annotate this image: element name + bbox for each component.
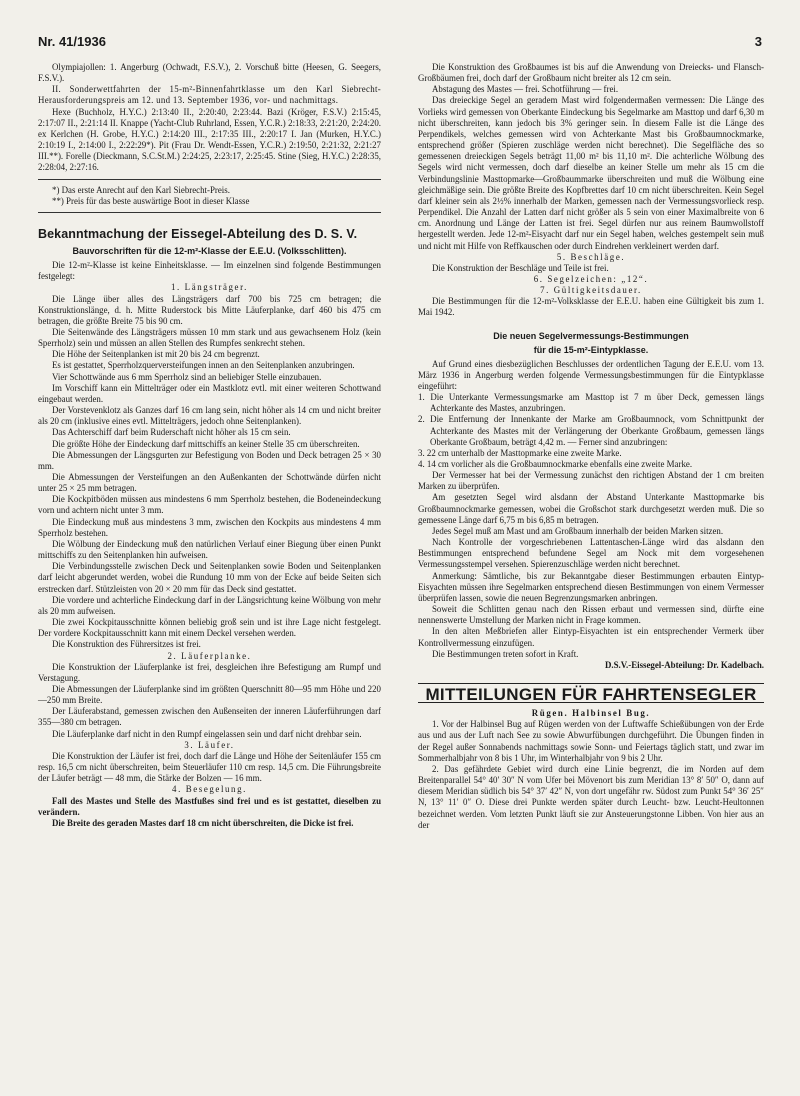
divider	[418, 683, 764, 684]
section-4-heading: 4. Besegelung.	[172, 784, 247, 795]
list-item: 4. 14 cm vorlicher als die Großbaumnockmarke ebenfalls eine zweite Marke.	[418, 459, 693, 469]
article-subtitle: Bauvorschriften für die 12-m²-Klasse der E.E.U. (Volksschlitten).	[72, 246, 347, 257]
section-3-heading: 3. Läufer.	[184, 739, 235, 750]
s1-p2: Die Seitenwände des Längsträgers müssen 10 mm stark und aus gewachsenem Holz (kein Sperrholz) sein und müssen an allen Stellen des Rumpfes senkrecht stehen.	[38, 326, 381, 349]
s1-p18: Die Konstruktion des Führersitzes ist frei.	[52, 639, 201, 650]
s4-p2: Die Breite des geraden Mastes darf 18 cm nicht überschreiten, die Dicke ist frei.	[52, 817, 354, 828]
divider	[38, 179, 381, 180]
s1-p15: Die Verbindungsstelle zwischen Deck und Seitenplanken sowie Boden und Seitenplanken darf leicht abgerundet werden, wobei die Rundung 10 mm von der Ecke auf beide Seiten sich erstrecken darf. Stützleisten von 20 × 20 mm für das Deck sind gestattet.	[38, 561, 381, 594]
list-item: 2. Die Entfernung der Innenkante der Marke am Großbaumnock, vom Schnittpunkt der Achterkante des Mastes mit der Verlängerung der Oberkante Großbaum, gemessen längs Oberkante Großbaum, beträgt 4,42 m. — Ferner sind anzubringen:	[418, 414, 764, 447]
r-p2: Abstagung des Mastes — frei. Schotführung — frei.	[432, 84, 619, 95]
s2-p1: Die Konstruktion der Läuferplanke ist frei, desgleichen ihre Befestigung am Rumpf und Verstagung.	[38, 661, 381, 683]
s1-p12: Die Kockpitböden müssen aus mindestens 6 mm Sperrholz bestehen, die Bodeneindeckung vorn und achtern nicht unter 3 mm.	[38, 494, 381, 516]
v-p3: Jedes Segel muß am Mast und am Großbaum innerhalb der beiden Marken sitzen.	[432, 525, 724, 536]
page-number: 3	[754, 34, 762, 49]
v-p8: Die Bestimmungen treten sofort in Kraft.	[432, 648, 579, 659]
right-column	[418, 62, 764, 831]
m-p2: 2. Das gefährdete Gebiet wird durch eine Linie begrenzt, die im Norden auf dem Breitenparallel 54° 40′ 30″ N vom Ufer bei Mövenort bis zum Meridian 13° 8′ 50″ O, dann auf diesem Meridian südlich bis 54° 37′ 42″ N, von dort ungefähr rw. Südost zum Punkt 54° 36′ 25″ N, 13° 11′ 0″ O. Diese drei Punkte werden später durch Leucht- bzw. Leucht-Heultonnen bezeichnet werden. Vom letzten Punkt läuft sie zur Ansteuerungstonne Libben. Von hier aus an der	[418, 763, 764, 830]
s1-p16: Die vordere und achterliche Eindeckung darf in der Längsrichtung keine Wölbung von mehr als 20 mm aufweisen.	[38, 594, 381, 616]
section-5-heading: 5. Beschläge.	[556, 251, 626, 262]
sonder-title: II. Sonderwettfahrten der 15-m²-Binnenfahrtklasse um den Karl Siebrecht-Herausforderungspreis am 12. und 13. September 1936, vor- und nachmittags.	[38, 84, 381, 106]
vermessung-list	[418, 392, 764, 470]
left-column	[38, 62, 381, 829]
mitteilungen-title: MITTEILUNGEN FÜR FAHRTENSEGLER	[425, 684, 757, 704]
v-p4: Nach Kontrolle der vorgeschriebenen Lattentaschen-Länge wird das alsdann den Bestimmungen entsprechend befundene Segel am Nock mit dem vorgesehenen Vermessungsstempel versehen. Spierenzuschläge werden nicht berechnet.	[418, 537, 764, 570]
r-p1: Die Konstruktion des Großbaumes ist bis auf die Anwendung von Dreiecks- und Flansch-Großbäumen frei, doch darf der Großbaum nicht breiter als 12 cm sein.	[418, 62, 764, 84]
s2-p2: Die Abmessungen der Läuferplanke sind im größten Querschnitt 80—95 mm Höhe und 220—250 mm Breite.	[38, 683, 381, 706]
intro: Die 12-m²-Klasse ist keine Einheitsklasse. — Im einzelnen sind folgende Bestimmungen festgelegt:	[38, 260, 381, 282]
s7-p1: Die Bestimmungen für die 12-m²-Volksklasse der E.E.U. haben eine Gültigkeit bis zum 1. Mai 1942.	[418, 296, 764, 318]
list-item: 1. Die Unterkante Vermessungsmarke am Masttop ist 7 m über Deck, gemessen längs Achterkante des Mastes, anzubringen.	[418, 392, 764, 414]
s1-p9: Die größte Höhe der Eindeckung darf mittschiffs an keiner Stelle 35 cm überschreiten.	[52, 438, 360, 449]
divider	[38, 212, 381, 213]
section-1-heading: 1. Längsträger.	[171, 282, 248, 293]
s1-p17: Die zwei Kockpitausschnitte können beliebig groß sein und ist ihre Lage nicht festgelegt. Der vordere Kockpitausschnitt kann mit einem Deckel versehen werden.	[38, 617, 381, 639]
v-p7: In den alten Meßbriefen aller Eintyp-Eisyachten ist ein entsprechender Vermerk über Kontrollvermessung einzufügen.	[418, 626, 764, 648]
sub-title-line-2: für die 15-m²-Eintypklasse.	[533, 344, 649, 355]
footnote-2: **) Preis für das beste auswärtige Boot in dieser Klasse	[52, 195, 250, 206]
list-item: 3. 22 cm unterhalb der Masttopmarke eine zweite Marke.	[418, 447, 622, 458]
s2-p3: Der Läuferabstand, gemessen zwischen den Außenseiten der inneren Läuferführungen darf 355—380 cm betragen.	[38, 706, 381, 728]
s1-p13: Die Eindeckung muß aus mindestens 3 mm, zwischen den Kockpits aus mindestens 4 mm Sperrholz bestehen.	[38, 516, 381, 538]
s3-p1: Die Konstruktion der Läufer ist frei, doch darf die Länge und Höhe der Seitenläufer 155 cm resp. 16,5 cm nicht überschreiten, beim Steuerläufer 110 cm resp. 14,5 cm. Die Führungsbreite der Läufer beträgt — 48 mm, die Stärke der Bolzen — 16 mm.	[38, 750, 381, 784]
v-p5: Anmerkung: Sämtliche, bis zur Bekanntgabe dieser Bestimmungen erbauten Eintyp-Eisyachten müssen ihre Segelmarken entsprechend diesen Bestimmungen von einem Vermesser überprüfen lassen, sowie die neuen Begrenzungsmarken anbringen.	[418, 570, 764, 603]
v-p1: Der Vermesser hat bei der Vermessung zunächst den richtigen Abstand der 1 cm breiten Marken zu überprüfen.	[418, 470, 764, 492]
s5-p1: Die Konstruktion der Beschläge und Teile ist frei.	[432, 262, 609, 273]
v-p2: Am gesetzten Segel wird alsdann der Abstand Unterkante Masttopmarke bis Großbaumnockmarke gemessen, wobei die Großschot stark durchgesetzt werden muß. Die so gemessene Länge darf 6,75 m bis 6,85 m betragen.	[418, 492, 764, 525]
section-2-heading: 2. Läuferplanke.	[167, 650, 252, 661]
jollen-result: Olympiajollen: 1. Angerburg (Ochwadt, F.S.V.), 2. Vorschuß bitte (Heesen, G. Seegers, F.S.V.).	[38, 62, 381, 84]
s1-p14: Die Wölbung der Eindeckung muß den natürlichen Verlauf einer Biegung über einen Punkt mittschiffs zu den Seitenplanken hin aufweisen.	[38, 538, 381, 561]
s1-p5: Vier Schottwände aus 6 mm Sperrholz sind an beliebiger Stelle einzubauen.	[52, 371, 322, 382]
s1-p7: Der Vorstevenklotz als Ganzes darf 16 cm lang sein, nicht höher als 14 cm und nicht breiter als 20 cm (inklusive eines evtl. Mittelträgers, jedoch ohne Seitenplanken).	[38, 405, 381, 427]
section-7-heading: 7. Gültigkeitsdauer.	[540, 285, 642, 296]
footnote-1: *) Das erste Anrecht auf den Karl Siebrecht-Preis.	[52, 184, 230, 195]
s1-p8: Das Achterschiff darf beim Ruderschaft nicht höher als 15 cm sein.	[52, 427, 291, 438]
s1-p3: Die Höhe der Seitenplanken ist mit 20 bis 24 cm begrenzt.	[52, 349, 260, 360]
page-header	[38, 34, 762, 54]
s1-p1: Die Länge über alles des Längsträgers darf 700 bis 725 cm betragen; die Konstruktionslänge, d. h. Mitte Ruderstock bis Mitte Läuferplanke, darf 460 bis 475 cm betragen, die größte Breite 75 bis 90 cm.	[38, 293, 381, 326]
sub-title-line-1: Die neuen Segelvermessungs-Bestimmungen	[493, 330, 689, 341]
r-p3: Das dreieckige Segel an geradem Mast wird folgendermaßen vermessen: Die Länge des Vorlieks wird gemessen von Oberkante Eindeckung bis Segelmarke am Masttop und darf 6,30 m nicht überschreiten, kann jedoch bis 3% geringer sein. In diesem Falle ist die Länge des Perpendikels, welches gemessen wird von Achterkante Mast bis Großbaumnockmarke, entsprechend größer (Spieren zuschläge werden nicht berechnet). Die Segelfläche des so gemessenen dreieckigen Segels beträgt 11,00 m² bis 11,10 m². Die achterliche Wölbung des Segels wird nicht vermessen, doch darf dieselbe an keiner Stelle um mehr als 15 cm die Verbindungslinie Masttopmarke—Großbaummarke überschreiten und muß die Wölbung eine gleichmäßige sein. Die größte Breite des Kopfbrettes darf 10 cm nicht überschreiten. Kein Segel darf kleiner sein als 2½% innerhalb der Marken, gemessen nach der Vermessungsvorlieck resp. Perpendikel. Die Anzahl der Latten darf nicht größer als 5 sein von einer Maximalbreite von 6 cm. Anordnung und Länge der Latten ist frei. Segel dürfen nur aus reinem Baumwollstoff hergestellt werden. Jede 12-m²-Eisyacht darf nur ein Segel haben, welches gestempelt sein muß und nicht mit Hilfe von Reffkauschen oder durch Eindrehen verkleinert werden darf.	[418, 95, 764, 251]
v-intro: Auf Grund eines diesbezüglichen Beschlusses der ordentlichen Tagung der E.E.U. vom 13. März 1936 in Angerburg werden folgende Vermessungsbestimmungen für die Eintypklasse eingeführt:	[418, 358, 764, 391]
hexe-results: Hexe (Buchholz, H.Y.C.) 2:13:40 II., 2:20:40, 2:23:44. Bazi (Kröger, F.S.V.) 2:15:45, 2:17:07 II., 2:21:14 II. Knappe (Yacht-Club Ruhrland, Essen, Y.C.R.) 2:18:33, 2:21:20, 2:24:20. ex Kerlchen (H. Grobe, H.Y.C.) 2:14:20 III., 2:17:35 III., 2:20:17 I. Jan (Murken, H.Y.C.) 2:10:19 I., 2:14:00 I., 2:22:29*). Pit (Frau Dr. Wendt-Essen, Y.C.R.) 2:19:50, 2:21:32, 2:21:27 III.**). Forelle (Dieckmann, S.C.St.M.) 2:24:25, 2:23:17, 2:25:45. Stine (Sieg, H.Y.C.) 2:28:35, 2:28:04, 2:27:16.	[38, 106, 381, 173]
s4-p1: Fall des Mastes und Stelle des Mastfußes sind frei und es ist gestattet, dieselben zu verändern.	[38, 795, 381, 817]
issue-number: Nr. 41/1936	[38, 34, 106, 49]
s1-p6: Im Vorschiff kann ein Mittelträger oder ein Mastklotz evtl. mit einer weiteren Schottwand eingebaut werden.	[38, 382, 381, 404]
s1-p11: Die Abmessungen der Versteifungen an den Außenkanten der Schottwände dürfen nicht unter 25 × 25 mm betragen.	[38, 472, 381, 494]
v-p6: Soweit die Schlitten genau nach den Rissen erbaut und vermessen sind, dürfte eine nennenswerte Umstellung der Marken nicht in Frage kommen.	[418, 604, 764, 626]
s2-p4: Die Läuferplanke darf nicht in den Rumpf eingelassen sein und darf nicht drehbar sein.	[52, 728, 362, 739]
article-title: Bekanntmachung der Eissegel-Abteilung des D. S. V.	[38, 226, 358, 241]
m-p1: 1. Vor der Halbinsel Bug auf Rügen werden von der Luftwaffe Schießübungen von der Erde aus und aus der Luft nach See zu sowie Abwurfübungen durchgeführt. Die Übungen finden in der Regel außer Sonnabends nachmittags sowie Sonn- und Feiertags täglich statt, und zwar im Sommerhalbjahr von 8 bis 1 Uhr, im Winterhalbjahr von 9 bis 2 Uhr.	[418, 719, 764, 763]
section-6-heading: 6. Segelzeichen: „12“.	[533, 273, 649, 284]
ruegen-heading: Rügen. Halbinsel Bug.	[531, 708, 651, 719]
signoff: D.S.V.-Eissegel-Abteilung: Dr. Kadelbach.	[604, 659, 764, 670]
s1-p10: Die Abmessungen der Längsgurten zur Befestigung von Boden und Deck betragen 25 × 30 mm.	[38, 449, 381, 471]
s1-p4: Es ist gestattet, Sperrholzquerversteifungen innen an den Seitenplanken anzubringen.	[52, 360, 355, 371]
